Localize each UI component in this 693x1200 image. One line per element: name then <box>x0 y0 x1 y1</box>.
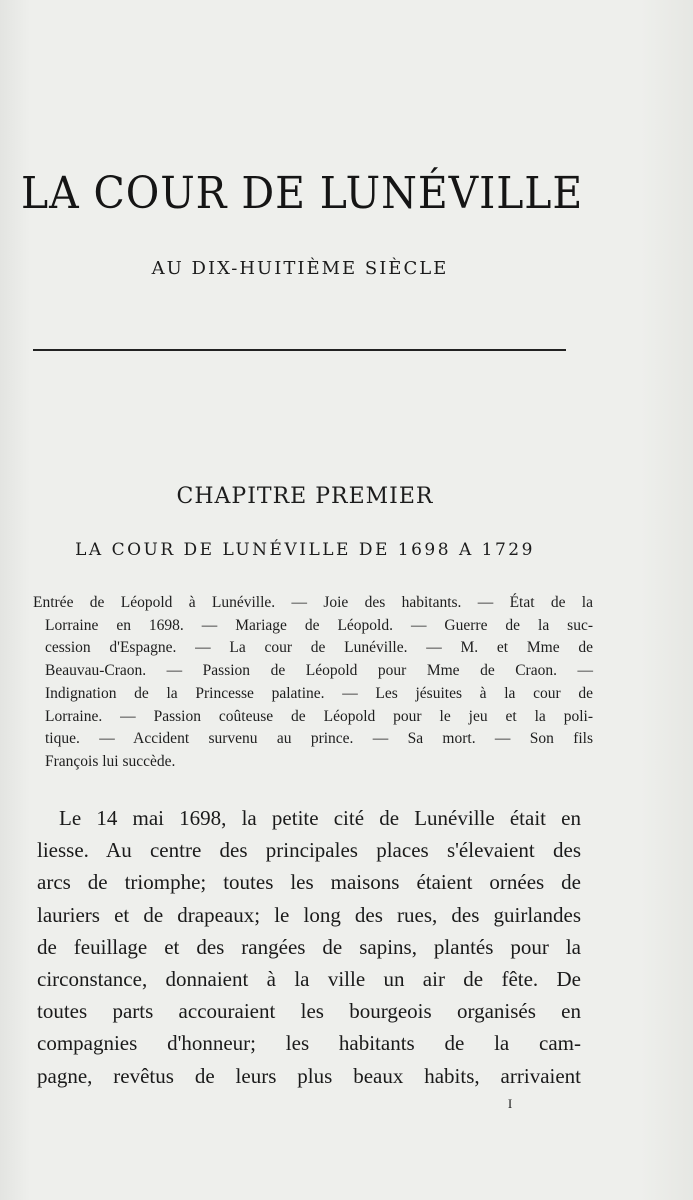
chapter-subtitle: LA COUR DE LUNÉVILLE DE 1698 A 1729 <box>75 540 535 560</box>
chapter-summary <box>33 592 593 774</box>
chapter-title: CHAPITRE PREMIER <box>176 484 434 509</box>
summary-line: Lorraine en 1698. — Mariage de Léopold. — Guerre de la suc- <box>45 616 593 634</box>
summary-line: Indignation de la Princesse palatine. — Les jésuites à la cour de <box>45 684 593 702</box>
summary-line: François lui succède. <box>45 752 176 770</box>
book-title: LA COUR DE LUNÉVILLE <box>21 168 584 219</box>
body-line: toutes parts accouraient les bourgeois organisés en <box>37 999 581 1024</box>
summary-line: cession d'Espagne. — La cour de Lunéville. — M. et Mme de <box>45 639 593 657</box>
body-line: de feuillage et des rangées de sapins, plantés pour la <box>37 934 581 959</box>
body-line: Le 14 mai 1698, la petite cité de Lunéville était en <box>59 806 581 830</box>
summary-line: Lorraine. — Passion coûteuse de Léopold pour le jeu et la poli- <box>45 707 593 725</box>
page-number: I <box>507 1096 513 1111</box>
title-divider <box>33 349 566 351</box>
book-subtitle: AU DIX-HUITIÈME SIÈCLE <box>151 258 449 279</box>
body-line: arcs de triomphe; toutes les maisons étaient ornées de <box>37 870 581 895</box>
body-line: circonstance, donnaient à la ville un air de fête. De <box>37 967 581 992</box>
body-line: liesse. Au centre des principales places s'élevaient des <box>37 838 581 863</box>
summary-line: Beauvau-Craon. — Passion de Léopold pour Mme de Craon. — <box>45 662 593 680</box>
body-line: compagnies d'honneur; les habitants de la cam- <box>37 1031 581 1056</box>
summary-line: Entrée de Léopold à Lunéville. — Joie des habitants. — État de la <box>33 594 593 611</box>
body-line: pagne, revêtus de leurs plus beaux habits, arrivaient <box>37 1063 581 1088</box>
body-paragraph <box>37 802 581 1092</box>
summary-line: tique. — Accident survenu au prince. — Sa mort. — Son fils <box>45 730 593 748</box>
body-line: lauriers et de drapeaux; le long des rues, des guirlandes <box>37 902 581 927</box>
